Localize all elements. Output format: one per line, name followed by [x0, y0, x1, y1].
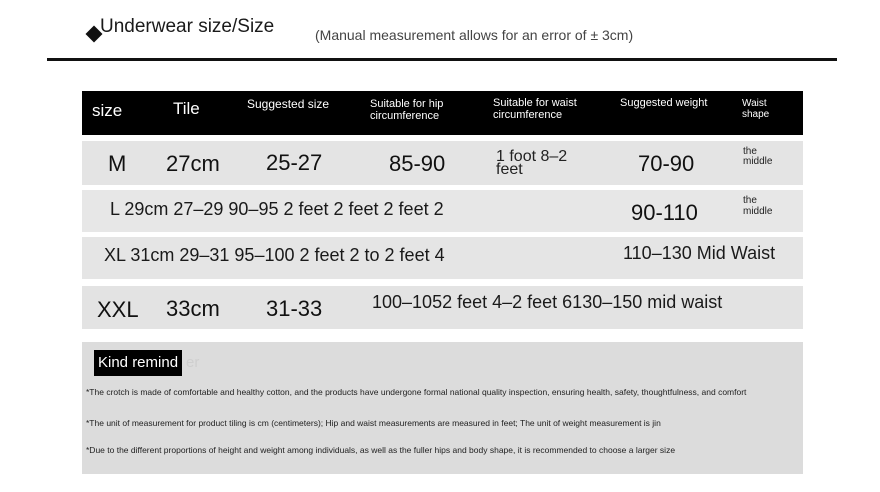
row-l-shape-line1: the: [743, 195, 757, 206]
row-m-size: M: [108, 151, 127, 176]
reminder-note-3: *Due to the different proportions of height and weight among individuals, as well as the fuller hips and body shape, it is recommended to choose a larger size: [86, 445, 676, 455]
page-title: Underwear size/Size: [100, 16, 275, 37]
row-xxl-tile: 33cm: [166, 296, 220, 321]
row-xxl-rest: 100–1052 feet 4–2 feet 6130–150 mid waist: [372, 292, 723, 312]
header-divider: [47, 58, 837, 61]
header-tile: Tile: [173, 99, 200, 118]
reminder-label-tail: er: [186, 354, 200, 371]
row-m-waist-line1: 1 foot 8–2: [496, 148, 568, 165]
reminder-label: Kind remind: [94, 350, 182, 376]
header-suggested-size: Suggested size: [247, 97, 330, 111]
header-size: size: [92, 101, 123, 120]
row-xxl-suggested: 31-33: [266, 296, 323, 321]
row-l-text: L 29cm 27–29 90–95 2 feet 2 feet 2 feet 2: [110, 199, 444, 219]
row-l-weight: 90-110: [631, 200, 698, 225]
row-xl-text: XL 31cm 29–31 95–100 2 feet 2 to 2 feet 4: [104, 245, 445, 265]
header-waist: Suitable for waist circumference: [493, 97, 577, 121]
header-hip: Suitable for hip circumference: [370, 98, 444, 122]
page-subtitle: (Manual measurement allows for an error of ± 3cm): [315, 27, 634, 43]
row-m-waist-line2: feet: [496, 161, 523, 178]
row-m-hip: 85-90: [389, 151, 446, 176]
row-m-suggested: 25-27: [266, 150, 323, 175]
row-m-weight: 70-90: [638, 151, 695, 176]
reminder-note-2: *The unit of measurement for product tiling is cm (centimeters); Hip and waist measurements are measured in feet; The unit of weight measurement is jin: [86, 418, 661, 428]
row-xl-weight-shape: 110–130 Mid Waist: [623, 243, 776, 263]
row-m-shape-line1: the: [743, 146, 757, 157]
header-weight: Suggested weight: [620, 97, 708, 109]
row-m-tile: 27cm: [166, 151, 220, 176]
reminder-note-1: *The crotch is made of comfortable and healthy cotton, and the products have undergone formal national quality inspection, ensuring health, safety, thoughtfulness, and comfort: [86, 387, 747, 397]
row-l-shape-line2: middle: [743, 206, 773, 217]
row-m-shape-line2: middle: [743, 156, 773, 167]
row-xxl-size: XXL: [97, 297, 139, 322]
header-waist-shape: Waist shape: [742, 98, 770, 120]
